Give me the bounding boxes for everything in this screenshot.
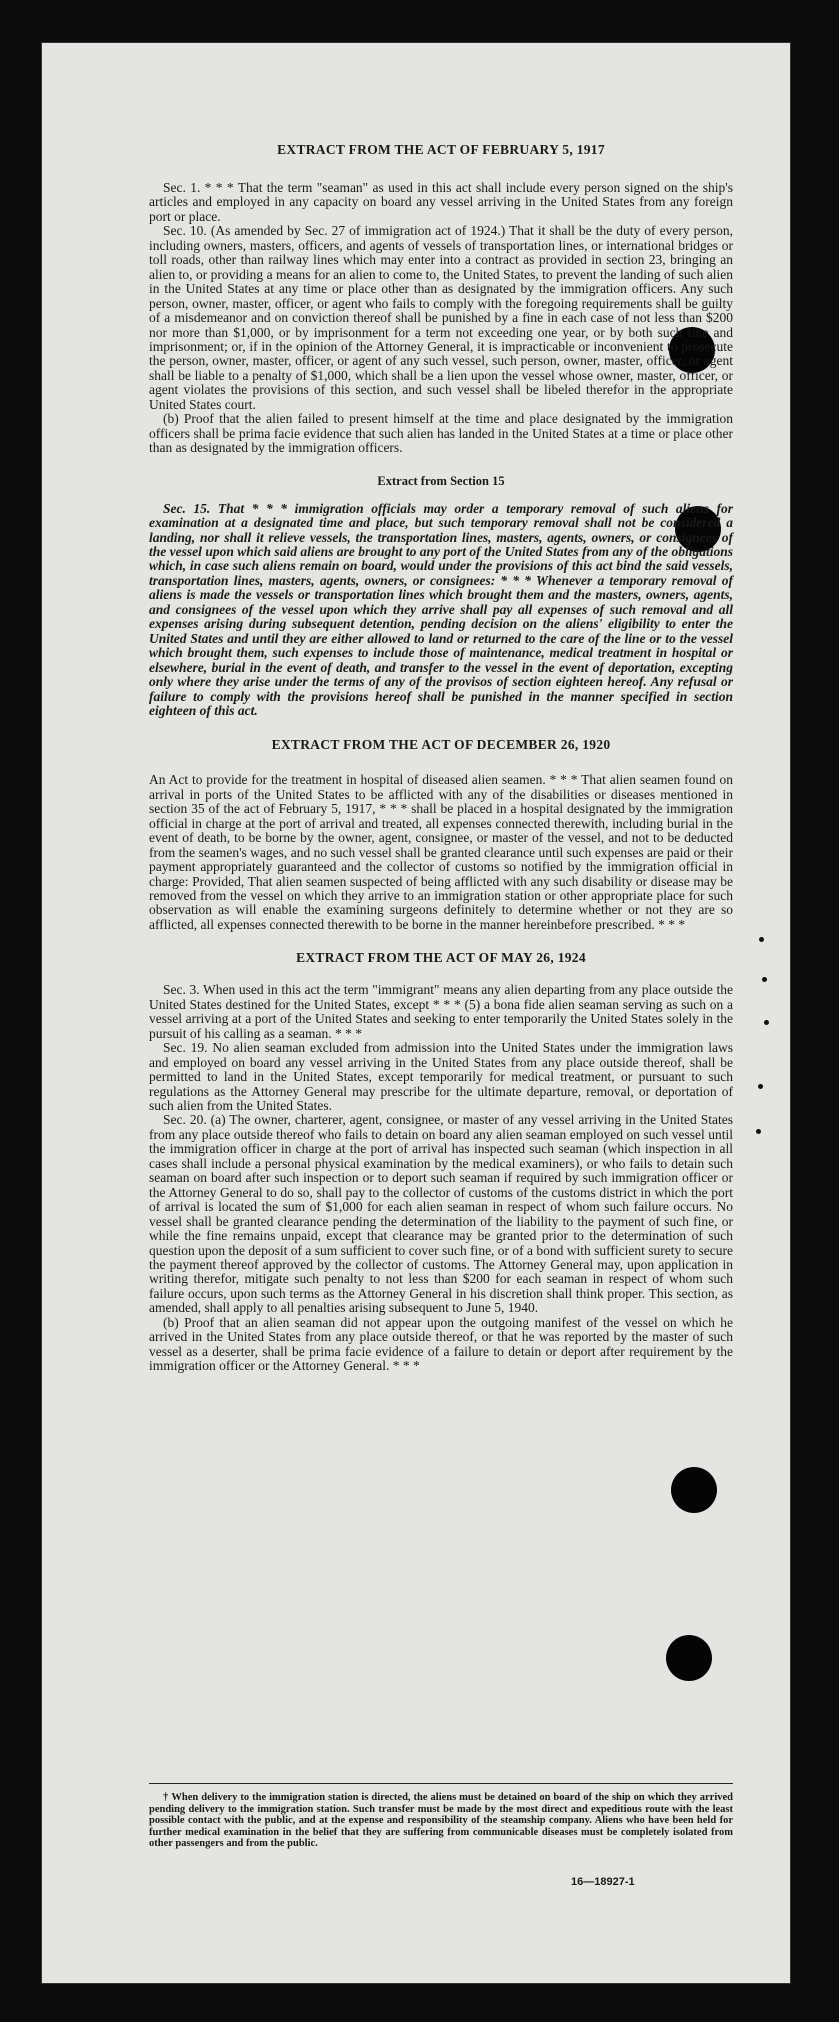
speck <box>756 1129 761 1134</box>
speck <box>758 1084 763 1089</box>
speck <box>759 937 764 942</box>
paragraph-sec-10-b: (b) Proof that the alien failed to present himself at the time and place designated by the immigration officers shall be prima facie evidence that such alien has landed in the United States at a time or place other than as designated by the immigration officers. <box>149 411 733 456</box>
paragraph-sec-15: Sec. 15. That * * * immigration officials may order a temporary removal of such aliens for examination at a designated time and place, but such temporary removal shall not be considered a landing, nor shall it relieve vessels, the transportation lines, masters, agents, owners, or consignees of the vessel upon which said aliens are brought to any port of the United States from any of the obligations which, in case such aliens remain on board, would under the provisions of this act bind the said vessels, transportation lines, masters, agents, owners, or consignees: * * * Whenever a temporary removal of aliens is made the vessels or transportation lines which brought them and the masters, owners, agents, and consignees of the vessel upon which they arrive shall pay all expenses of such removal and all expenses arising during subsequent detention, pending decision on the aliens' eligibility to enter the United States and until they are either allowed to land or returned to the care of the line or to the vessel which brought them, such expenses to include those of maintenance, medical treatment in hospital or elsewhere, burial in the event of death, and transfer to the vessel in the event of deportation, excepting only where they arise under the terms of any of the provisos of section eighteen hereof. Any refusal or failure to comply with the provisions hereof shall be punished in the manner specified in section eighteen of this act. <box>149 500 733 718</box>
heading-act-1924: EXTRACT FROM THE ACT OF MAY 26, 1924 <box>296 950 586 966</box>
speck <box>764 1020 769 1025</box>
heading-act-1920: EXTRACT FROM THE ACT OF DECEMBER 26, 1920 <box>271 737 611 753</box>
footnote-divider <box>149 1783 733 1784</box>
paragraph-sec-10: Sec. 10. (As amended by Sec. 27 of immigration act of 1924.) That it shall be the duty of every person, including owners, masters, officers, and agents of vessels of transportation lines, or international bridges or toll roads, other than railway lines which may enter into a contract as provided in section 23, bringing an alien to, or providing a means for an alien to come to, the United States, to prevent the landing of such alien in the United States at any time or place other than as designated by the immigration officers. Any such person, owner, master, officer, or agent who fails to comply with the foregoing requirements shall be guilty of a misdemeanor and on conviction thereof shall be punished by a fine in each case of not less than $200 nor more than $1,000, or by imprisonment for a term not exceeding one year, or by both such fine and imprisonment; or, if in the opinion of the Attorney General, it is impracticable or inconvenient to prosecute the person, owner, master, officer, or agent of any such vessel, such person, owner, master, officer, or agent shall be liable to a penalty of $1,000, which shall be a lien upon the vessel whose owner, master, officer, or agent violates the provisions of this section, and such vessel shall be libeled therefor in the appropriate United States court. <box>149 223 733 412</box>
heading-act-1917: EXTRACT FROM THE ACT OF FEBRUARY 5, 1917 <box>277 142 605 157</box>
footnote: † When delivery to the immigration station is directed, the aliens must be detained on board of the ship on which they arrived pending delivery to the immigration station. Such transfer must be made by the most direct and expeditious route with the least possible contact with the public, and at the expense and responsibility of the steamship company. Aliens who have been held for further medical examination in the belief that they are suffering from communicable diseases must be completely isolated from other passengers and from the public. <box>149 1792 733 1850</box>
heading-section-15: Extract from Section 15 <box>377 473 505 488</box>
form-number: 16—18927-1 <box>571 1876 635 1888</box>
paragraph-sec-1: Sec. 1. * * * That the term "seaman" as used in this act shall include every person signed on the ship's articles and employed in any capacity on board any vessel arriving in the United States from any foreign port or place. <box>149 180 733 224</box>
punch-hole <box>666 1635 712 1681</box>
paragraph-act-1920: An Act to provide for the treatment in hospital of diseased alien seamen. * * * That alien seamen found on arrival in ports of the United States to be afflicted with any of the disabilities or diseases mentioned in section 35 of the act of February 5, 1917, * * * shall be placed in a hospital designated by the immigration official in charge at the port of arrival and treated, all expenses connected therewith, including burial in the event of death, to be borne by the owner, agent, consignee, or master of the vessel, and not to be deducted from the seamen's wages, and no such vessel shall be granted clearance until such expenses are paid or their payment appropriately guaranteed and the collector of customs so notified by the immigration official in charge: Provided, That alien seamen suspected of being afflicted with any such disability or disease may be removed from the vessel on which they arrive to an immigration station or other appropriate place for such observation as will enable the examining surgeons definitely to determine whether or not they are so afflicted, all expenses connected therewith to be borne in the manner hereinbefore prescribed. * * * <box>149 772 733 932</box>
punch-hole <box>671 1467 717 1513</box>
speck <box>762 977 767 982</box>
paragraph-sec-19: Sec. 19. No alien seaman excluded from admission into the United States under the immigration laws and employed on board any vessel arriving in the United States from any place outside thereof, shall be permitted to land in the United States, except temporarily for medical treatment, or pursuant to such regulations as the Attorney General may prescribe for the ultimate departure, removal, or deportation of such alien from the United States. <box>149 1040 733 1114</box>
paragraph-sec-20-a: Sec. 20. (a) The owner, charterer, agent, consignee, or master of any vessel arriving in the United States from any place outside thereof who fails to detain on board any alien seaman employed on such vessel until the immigration officer in charge at the port of arrival has inspected such seaman (which inspection in all cases shall include a personal physical examination by the medical examiners), or who fails to detain such seaman on board after such inspection or to deport such seaman if required by such immigration officer or the Attorney General to do so, shall pay to the collector of customs of the customs district in which the port of arrival is located the sum of $1,000 for each alien seaman in respect of whom such failure occurs. No vessel shall be granted clearance pending the determination of the liability to the payment of such fine, or while the fine remains unpaid, except that clearance may be granted prior to the determination of such question upon the deposit of a sum sufficient to cover such fine, or of a bond with sufficient surety to secure the payment thereof approved by the collector of customs. The Attorney General may, upon application in writing therefor, mitigate such penalty to not less than $200 for each seaman in respect of whom such failure occurs, upon such terms as the Attorney General in his discretion shall think proper. This section, as amended, shall apply to all penalties arising subsequent to June 5, 1940. <box>149 1112 733 1316</box>
paragraph-sec-3: Sec. 3. When used in this act the term "immigrant" means any alien departing from any place outside the United States destined for the United States, except * * * (5) a bona fide alien seaman serving as such on a vessel arriving at a port of the United States and seeking to enter temporarily the United States solely in the pursuit of his calling as a seaman. * * * <box>149 982 733 1041</box>
paragraph-sec-20-b: (b) Proof that an alien seaman did not appear upon the outgoing manifest of the vessel on which he arrived in the United States from any place outside thereof, or that he was reported by the master of such vessel as a deserter, shall be prima facie evidence of a failure to detain or deport after requirement by the immigration officer or the Attorney General. * * * <box>149 1314 733 1374</box>
document-page <box>41 42 791 1984</box>
document-body <box>149 142 733 1374</box>
